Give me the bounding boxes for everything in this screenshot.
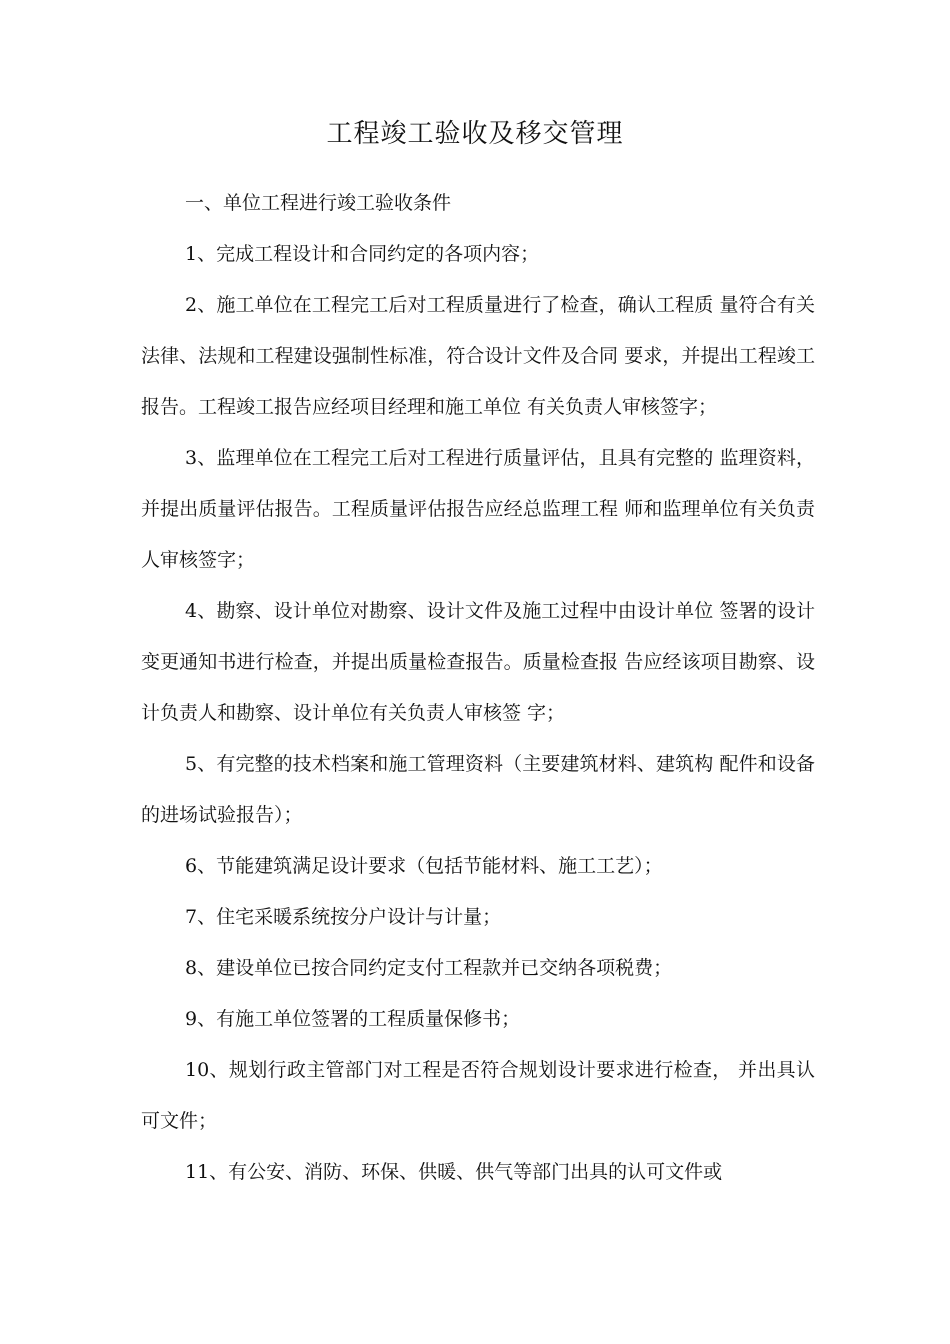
list-item-10: 10、规划行政主管部门对工程是否符合规划设计要求进行检查， 并出具认可文件； <box>141 1059 815 1132</box>
list-item-4: 4、勘察、设计单位对勘察、设计文件及施工过程中由设计单位 签署的设计变更通知书进行检查，并提出质量检查报告。质量检查报 告应经该项目勘察、设计负责人和勘察、设计单位有关负责人审核签 字； <box>141 600 815 724</box>
list-item-7: 7、住宅采暖系统按分户设计与计量； <box>185 906 502 928</box>
list-item-11: 11、有公安、消防、环保、供暖、供气等部门出具的认可文件或 <box>185 1161 723 1183</box>
list-item-1: 1、完成工程设计和合同约定的各项内容； <box>185 243 540 265</box>
list-item-8: 8、建设单位已按合同约定支付工程款并已交纳各项税费； <box>185 957 673 979</box>
list-item-5: 5、有完整的技术档案和施工管理资料（主要建筑材料、建筑构 配件和设备的进场试验报告）； <box>141 753 815 826</box>
document-body <box>141 178 815 1198</box>
list-item-9: 9、有施工单位签署的工程质量保修书； <box>185 1008 521 1030</box>
list-item-6: 6、节能建筑满足设计要求（包括节能材料、施工工艺）； <box>185 855 663 877</box>
list-item-3: 3、监理单位在工程完工后对工程进行质量评估，且具有完整的 监理资料，并提出质量评估报告。工程质量评估报告应经总监理工程 师和监理单位有关负责人审核签字； <box>141 447 815 571</box>
list-item-2: 2、施工单位在工程完工后对工程质量进行了检查，确认工程质 量符合有关法律、法规和工程建设强制性标准，符合设计文件及合同 要求，并提出工程竣工报告。工程竣工报告应经项目经理和施工单位 有关负责人审核签字； <box>141 294 815 418</box>
document-title: 工程竣工验收及移交管理 <box>326 119 624 149</box>
section-heading: 一、单位工程进行竣工验收条件 <box>185 192 452 214</box>
